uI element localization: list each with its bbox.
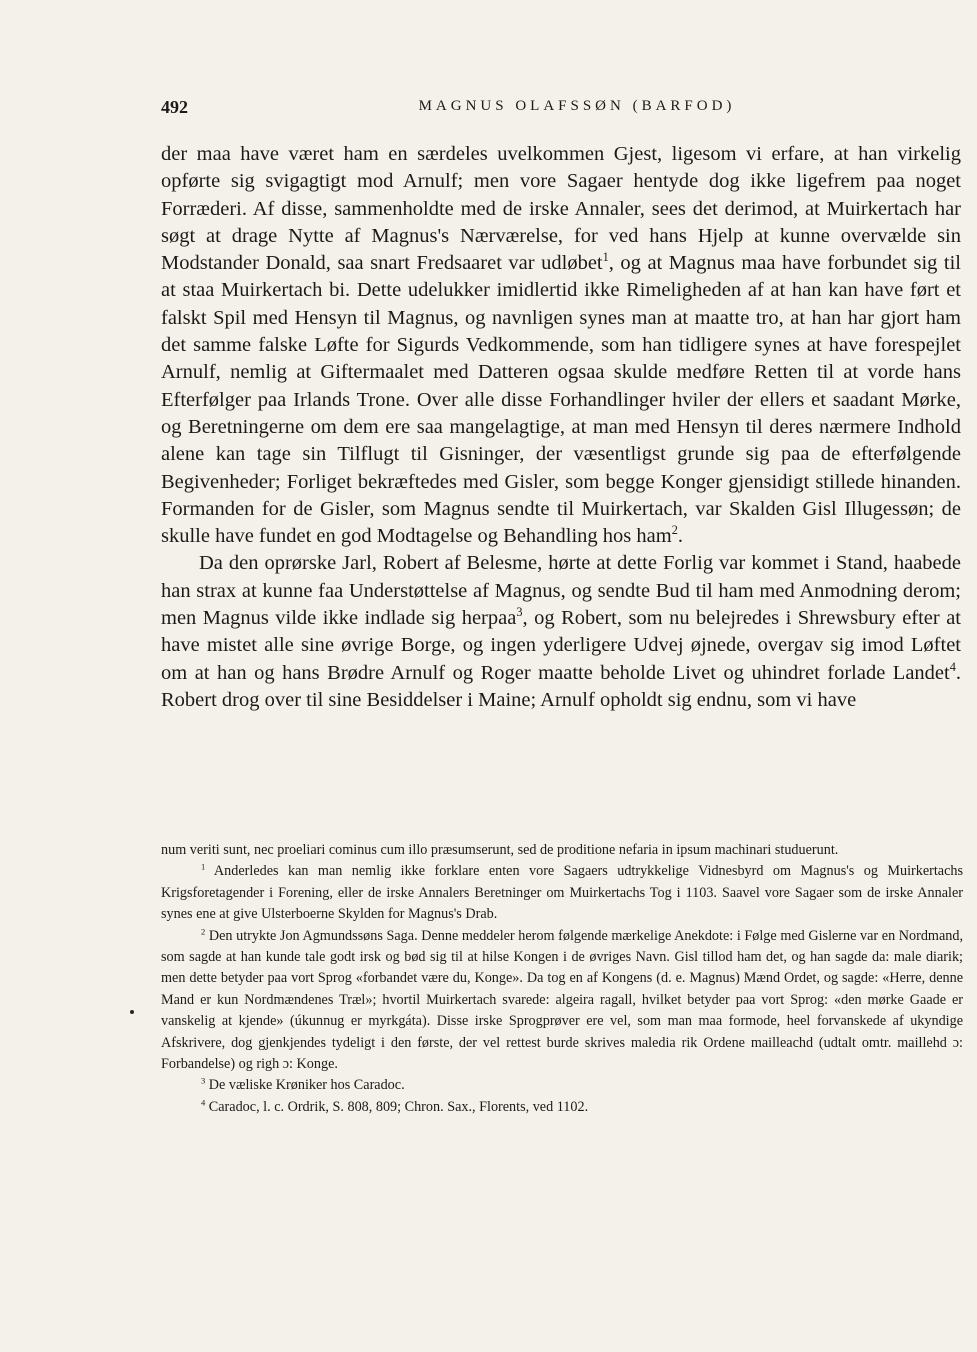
text-segment: . <box>677 525 683 548</box>
footnotes <box>161 840 963 1118</box>
footnote-marker: 1 <box>201 861 206 872</box>
footnote-marker: 3 <box>201 1075 206 1086</box>
paragraph-1 <box>161 141 961 550</box>
footnote-ref-2: 2 <box>671 523 678 538</box>
paragraph-2 <box>161 550 961 714</box>
main-text <box>161 141 961 714</box>
footnote-ref-4: 4 <box>949 659 956 674</box>
page-header <box>161 97 963 121</box>
footnote-4 <box>161 1097 963 1118</box>
footnote-ref-3: 3 <box>516 605 523 620</box>
text-segment: , og Robert, som nu belejredes i Shrewsbury efter at have mistet alle sine øvrige Borge, og ingen yderligere Udvej øjnede, overgav sig imod Løftet om at han og hans Brødre Arnulf og Roger maatte beholde Livet og uhindret forlade Landet <box>161 607 961 684</box>
ink-speck <box>130 1010 134 1014</box>
footnote-marker: 2 <box>201 925 206 936</box>
footnote-text: Caradoc, l. c. Ordrik, S. 808, 809; Chron. Sax., Florents, ved 1102. <box>208 1098 589 1115</box>
running-title: MAGNUS OLAFSSØN (BARFOD) <box>418 98 736 114</box>
footnote-1 <box>161 861 963 925</box>
footnote-2 <box>161 926 963 1076</box>
footnote-text: Anderledes kan man nemlig ikke forklare enten vore Sagaers udtrykkelige Vidnesbyrd om Magnus's og Muirkertachs Krigsforetagender i Forening, eller de irske Annalers Beretninger om Muirkertachs Tog i 1103. Saavel vore Sagaer som de irske Annaler synes ene at give Ulsterboerne Skylden for Magnus's Drab. <box>161 863 964 923</box>
text-segment: , og at Magnus maa have forbundet sig til at staa Muirkertach bi. Dette udelukker imidlertid ikke Rimeligheden af at han kan have ført et falskt Spil med Hensyn til Magnus, og navnligen synes man at maatte tro, at han har gjort ham det samme falske Løfte for Sigurds Vedkommende, som han tidligere synes at have forespejlet Arnulf, nemlig at Giftermaalet med Datteren ogsaa skulde medføre Retten til at vorde hans Efterfølger paa Irlands Trone. Over alle disse Forhandlinger hviler der ellers et saadant Mørke, og Beretningerne om dem ere saa mangelagtige, at man med Hensyn til deres nærmere Indhold alene kan tage sin Tilflugt til Gisninger, der væsentligst grunde sig paa de efterfølgende Begivenheder; Forliget bekræftedes med Gisler, som begge Konger gjensidigt stillede hinanden. Formanden for de Gisler, som Magnus sendte til Muirkertach, var Skalden Gisl Illugessøn; de skulle have fundet en god Modtagelse og Behandling hos ham <box>161 252 962 548</box>
footnote-marker: 4 <box>201 1097 206 1108</box>
text-segment: . Robert drog over til sine Besiddelser i Maine; Arnulf opholdt sig endnu, som vi have <box>161 661 961 711</box>
footnote-text: De væliske Krøniker hos Caradoc. <box>208 1077 405 1094</box>
footnote-3 <box>161 1075 963 1096</box>
text-segment: der maa have været ham en særdeles uvelkommen Gjest, ligesom vi erfare, at han virkelig opførte sig svigagtigt mod Arnulf; men vore Sagaer hentyde dog ikke ligefrem paa noget Forræderi. Af disse, sammenholdte med de irske Annaler, sees det derimod, at Muirkertach har søgt at drage Nytte af Magnus's Nærværelse, for ved hans Hjelp at kunne overvælde sin Modstander Donald, saa snart Fredsaaret var udløbet <box>161 143 961 275</box>
footnote-text: Den utrykte Jon Agmundssøns Saga. Denne meddeler herom følgende mærkelige Anekdote: i Følge med Gislerne var en Nordmand, som sagde at han kunde tale godt irsk og bød sig til at hilse Kongen i de øvriges Navn. Gisl tillod ham det, og han sagde da: male diarik; men dette betyder paa vort Sprog «forbandet være du, Konge». Da tog en af Kongens (d. e. Magnus) Mænd Ordet, og sagde: «Herre, denne Mand er kun Nordmændenes Træl»; hvortil Muirkertach svarede: algeira ragall, hvilket betyder paa vort Sprog: «den mørke Gaade er vanskelig at kjende» (úkunnug er myrkgáta). Disse irske Sprogprøver ere vel, som man maa formode, heel forvanskede af ukyndige Afskrivere, dog gjenkjendes tydeligt i den første, der vel rettest burde skrives maledia rik Ordene mailleachd (udtalt omtr. maillehd ɔ: Forbandelse) og righ ɔ: Konge. <box>161 927 964 1073</box>
page-number: 492 <box>161 97 188 117</box>
text-segment: Da den oprørske Jarl, Robert af Belesme, hørte at dette Forlig var kommet i Stand, haabede han strax at kunne faa Understøttelse af Magnus, og sendte Bud til ham med Anmodning derom; men Magnus vilde ikke indlade sig herpaa <box>161 552 961 630</box>
footnote-ref-1: 1 <box>602 250 609 265</box>
footnote-continuation: num veriti sunt, nec proeliari cominus cum illo præsumserunt, sed de proditione nefaria in ipsum machinari studuerunt. <box>161 842 839 858</box>
